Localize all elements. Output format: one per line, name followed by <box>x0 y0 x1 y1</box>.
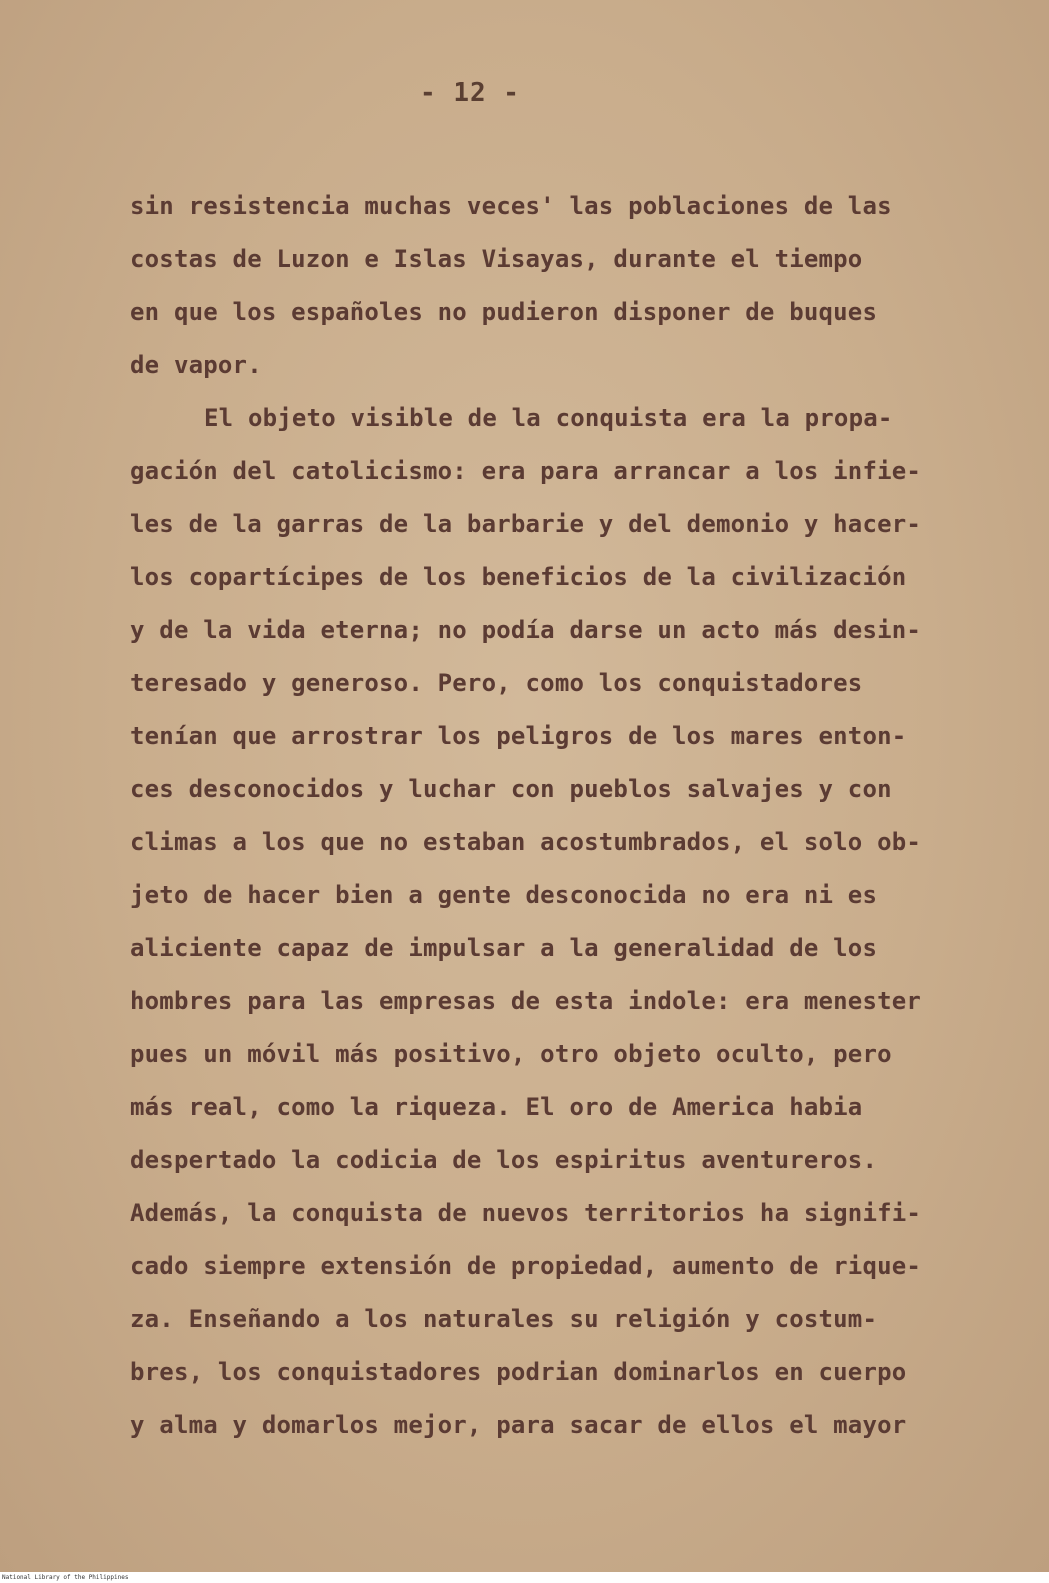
text-line: en que los españoles no pudieron disponer de buques <box>130 298 878 326</box>
text-line: y alma y domarlos mejor, para sacar de ellos el mayor <box>130 1411 907 1439</box>
text-line: za. Enseñando a los naturales su religión y costum- <box>130 1305 878 1333</box>
text-line: tenían que arrostrar los peligros de los mares enton- <box>130 722 907 750</box>
text-line: sin resistencia muchas veces' las poblaciones de las <box>130 192 892 220</box>
text-line: El objeto visible de la conquista era la propa- <box>204 404 893 432</box>
text-line: jeto de hacer bien a gente desconocida no era ni es <box>130 881 878 909</box>
text-line: pues un móvil más positivo, otro objeto oculto, pero <box>130 1040 892 1068</box>
page-number: - 12 - <box>420 78 520 108</box>
text-line: costas de Luzon e Islas Visayas, durante el tiempo <box>130 245 863 273</box>
text-line: climas a los que no estaban acostumbrados, el solo ob- <box>130 828 922 856</box>
library-credit: National Library of the Philippines <box>2 1574 129 1581</box>
text-line: hombres para las empresas de esta indole: era menester <box>130 987 922 1015</box>
text-line: teresado y generoso. Pero, como los conquistadores <box>130 669 863 697</box>
text-line: aliciente capaz de impulsar a la generalidad de los <box>130 934 878 962</box>
text-line: los copartícipes de los beneficios de la civilización <box>130 563 907 591</box>
text-line: despertado la codicia de los espiritus aventureros. <box>130 1146 878 1174</box>
text-line: ces desconocidos y luchar con pueblos salvajes y con <box>130 775 892 803</box>
text-line: bres, los conquistadores podrian dominarlos en cuerpo <box>130 1358 907 1386</box>
text-line: gación del catolicismo: era para arrancar a los infie- <box>130 457 922 485</box>
text-line: Además, la conquista de nuevos territorios ha signifi- <box>130 1199 922 1227</box>
text-line: de vapor. <box>130 351 262 379</box>
text-line: más real, como la riqueza. El oro de America habia <box>130 1093 863 1121</box>
body-text <box>130 180 980 1452</box>
text-line: les de la garras de la barbarie y del demonio y hacer- <box>130 510 922 538</box>
text-line: cado siempre extensión de propiedad, aumento de rique- <box>130 1252 922 1280</box>
text-line: y de la vida eterna; no podía darse un acto más desin- <box>130 616 922 644</box>
